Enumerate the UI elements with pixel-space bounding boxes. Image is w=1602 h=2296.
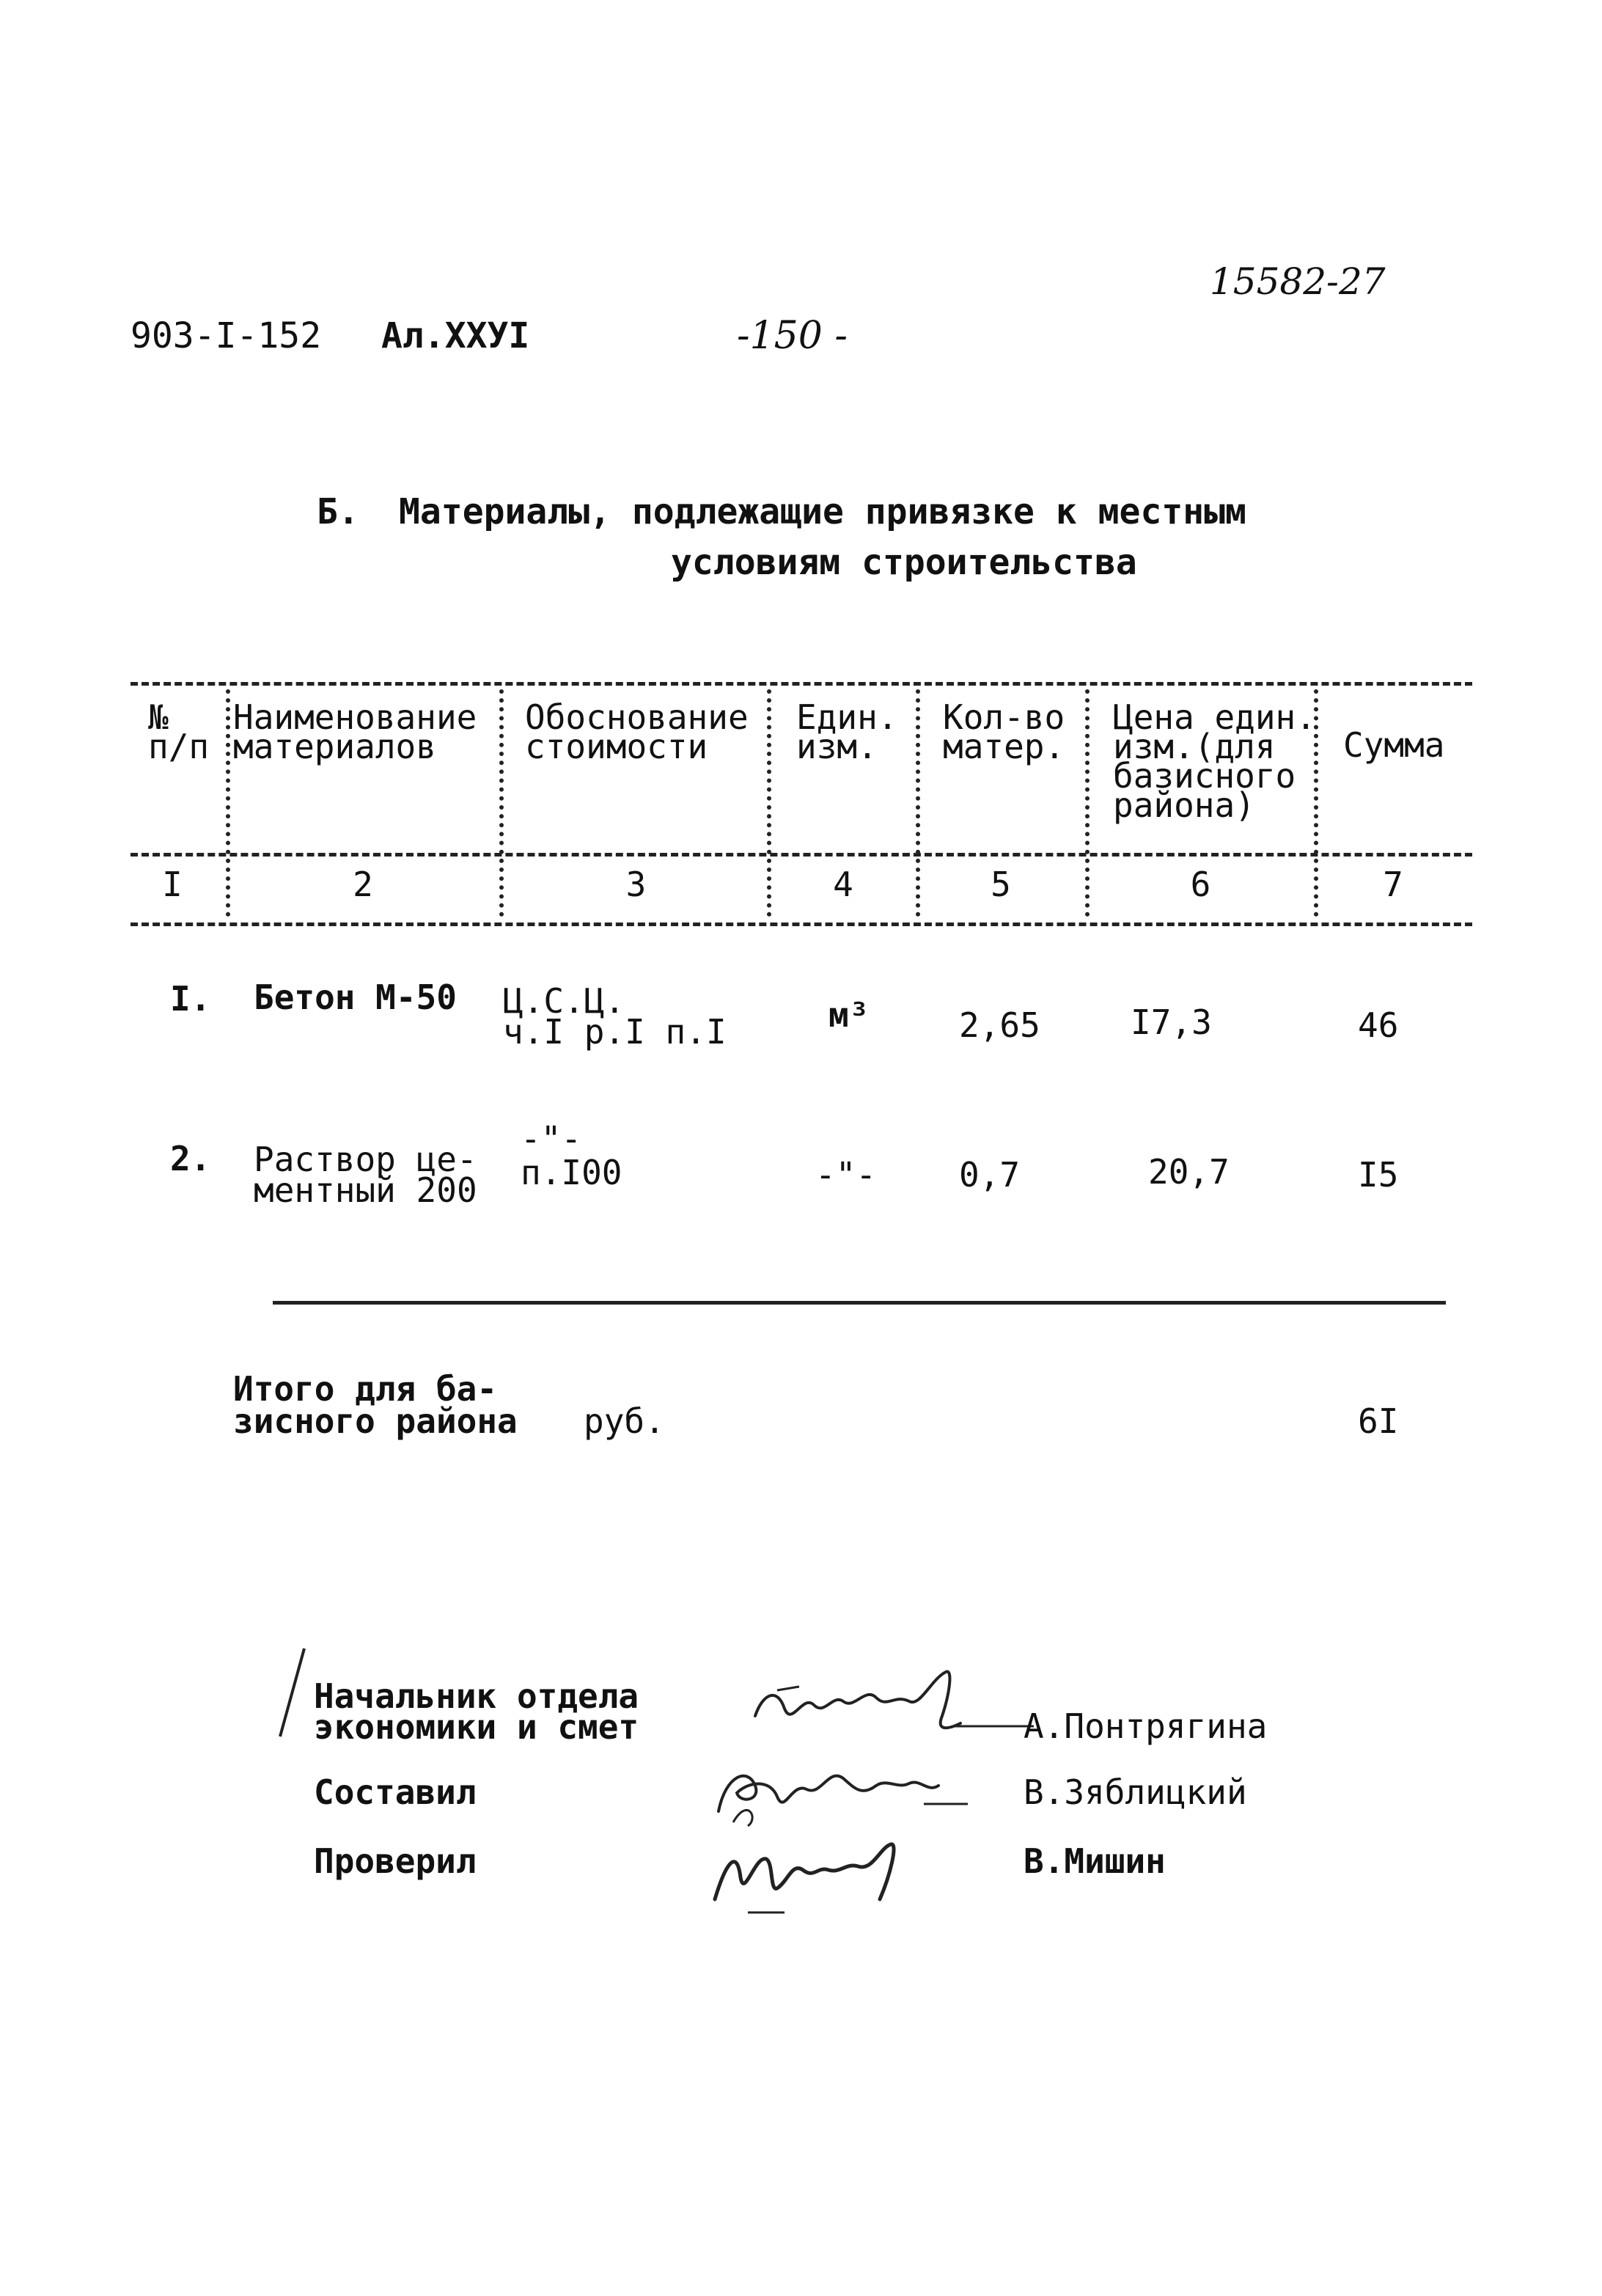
project-code: 903-I-152 — [131, 315, 322, 356]
signer1-role-line1: Начальник отдела — [314, 1676, 639, 1716]
total-label-line2: зисного района — [233, 1401, 518, 1441]
table-numbers-rule — [131, 923, 1472, 926]
table-top-rule — [131, 682, 1472, 686]
header-col-number — [148, 697, 210, 766]
col-number-7: 7 — [1383, 865, 1403, 904]
row1-name-line1: Бетон М-50 — [254, 978, 457, 1017]
header-col-name-line2: материалов — [233, 727, 436, 766]
signer2-name: В.Зяблицкий — [1024, 1772, 1247, 1812]
row2-name-line2: ментный 200 — [254, 1170, 477, 1210]
signer2-role-line1: Составил — [314, 1772, 477, 1812]
row2-basis — [521, 1119, 622, 1192]
column-separator — [1085, 689, 1090, 917]
header-col-name — [233, 697, 477, 766]
row2-num: 2. — [170, 1139, 211, 1178]
slash-mark — [271, 1643, 315, 1745]
total-label — [233, 1369, 518, 1441]
total-label-line1: Итого для ба- — [233, 1369, 498, 1409]
total-rule — [273, 1301, 1446, 1305]
col-number-6: 6 — [1190, 865, 1211, 904]
album-number: Ал.XXУI — [381, 315, 530, 356]
column-separator — [226, 689, 230, 917]
header-col-price-line3: базисного — [1113, 756, 1296, 796]
document-number: 15582-27 — [1210, 260, 1386, 303]
header-col-price — [1113, 697, 1316, 825]
row1-basis — [503, 981, 727, 1052]
row1-num: I. — [170, 979, 211, 1019]
row2-basis-line2: п.I00 — [521, 1153, 622, 1192]
signature-2 — [704, 1753, 982, 1836]
row1-basis-line2: ч.I р.I п.I — [503, 1012, 727, 1052]
header-col-qty-line1: Кол-во — [943, 697, 1065, 737]
table-header-rule — [131, 853, 1472, 857]
section-title-line1: Материалы, подлежащие привязке к местным — [399, 491, 1246, 532]
row2-name-line1: Раствор це- — [254, 1140, 477, 1179]
signer1-role-line2: экономики и смет — [314, 1707, 639, 1747]
row1-unit: м³ — [828, 995, 870, 1035]
header-col-price-line4: района) — [1113, 785, 1255, 825]
signature-1 — [733, 1665, 1041, 1748]
col-number-2: 2 — [353, 865, 373, 904]
row2-price: 20,7 — [1148, 1152, 1230, 1192]
row1-name — [254, 978, 457, 1017]
signer1-name: А.Понтрягина — [1024, 1706, 1268, 1746]
page-number: -150 - — [737, 314, 848, 358]
col-number-5: 5 — [991, 865, 1011, 904]
total-value: 6I — [1358, 1401, 1399, 1441]
header-col-unit-line1: Един. — [796, 697, 898, 737]
header-col-name-line1: Наименование — [233, 697, 477, 737]
header-col-unit — [796, 697, 898, 766]
row1-price: I7,3 — [1131, 1002, 1212, 1042]
header-col-basis-line1: Обоснование — [525, 697, 749, 737]
header-col-price-line2: изм.(для — [1113, 727, 1276, 766]
header-col-basis-line2: стоимости — [525, 727, 708, 766]
col-number-3: 3 — [625, 865, 647, 904]
header-col-basis — [525, 697, 749, 766]
row1-sum: 46 — [1358, 1005, 1399, 1045]
row1-qty: 2,65 — [959, 1005, 1040, 1045]
total-currency: руб. — [584, 1401, 665, 1441]
row2-qty: 0,7 — [959, 1155, 1021, 1195]
header-col-qty — [943, 697, 1065, 766]
row2-unit: -"- — [815, 1155, 877, 1195]
column-separator — [499, 689, 504, 917]
header-col-sum-line1: Сумма — [1343, 725, 1445, 765]
col-number-4: 4 — [833, 865, 853, 904]
row1-basis-line1: Ц.С.Ц. — [503, 981, 625, 1021]
signer1-role — [314, 1676, 639, 1747]
header-col-unit-line2: изм. — [796, 727, 878, 766]
header-col-number-line2: п/п — [148, 727, 210, 766]
col-number-1: I — [162, 865, 183, 904]
signer2-role — [314, 1772, 477, 1812]
signer3-role — [314, 1841, 477, 1881]
column-separator — [916, 689, 920, 917]
header-col-sum — [1343, 725, 1445, 765]
column-separator — [767, 689, 771, 917]
signature-3 — [704, 1833, 924, 1924]
header-col-qty-line2: матер. — [943, 727, 1065, 766]
section-title-line2: условиям строительства — [671, 542, 1137, 583]
section-letter: Б. — [317, 491, 359, 532]
row2-name — [254, 1140, 477, 1210]
signer3-name: В.Мишин — [1024, 1841, 1166, 1881]
row2-basis-line1: -"- — [521, 1119, 582, 1159]
header-col-number-line1: № — [148, 697, 169, 737]
header-col-price-line1: Цена един. — [1113, 697, 1316, 737]
signer3-role-line1: Проверил — [314, 1841, 477, 1881]
row2-sum: I5 — [1358, 1155, 1399, 1195]
